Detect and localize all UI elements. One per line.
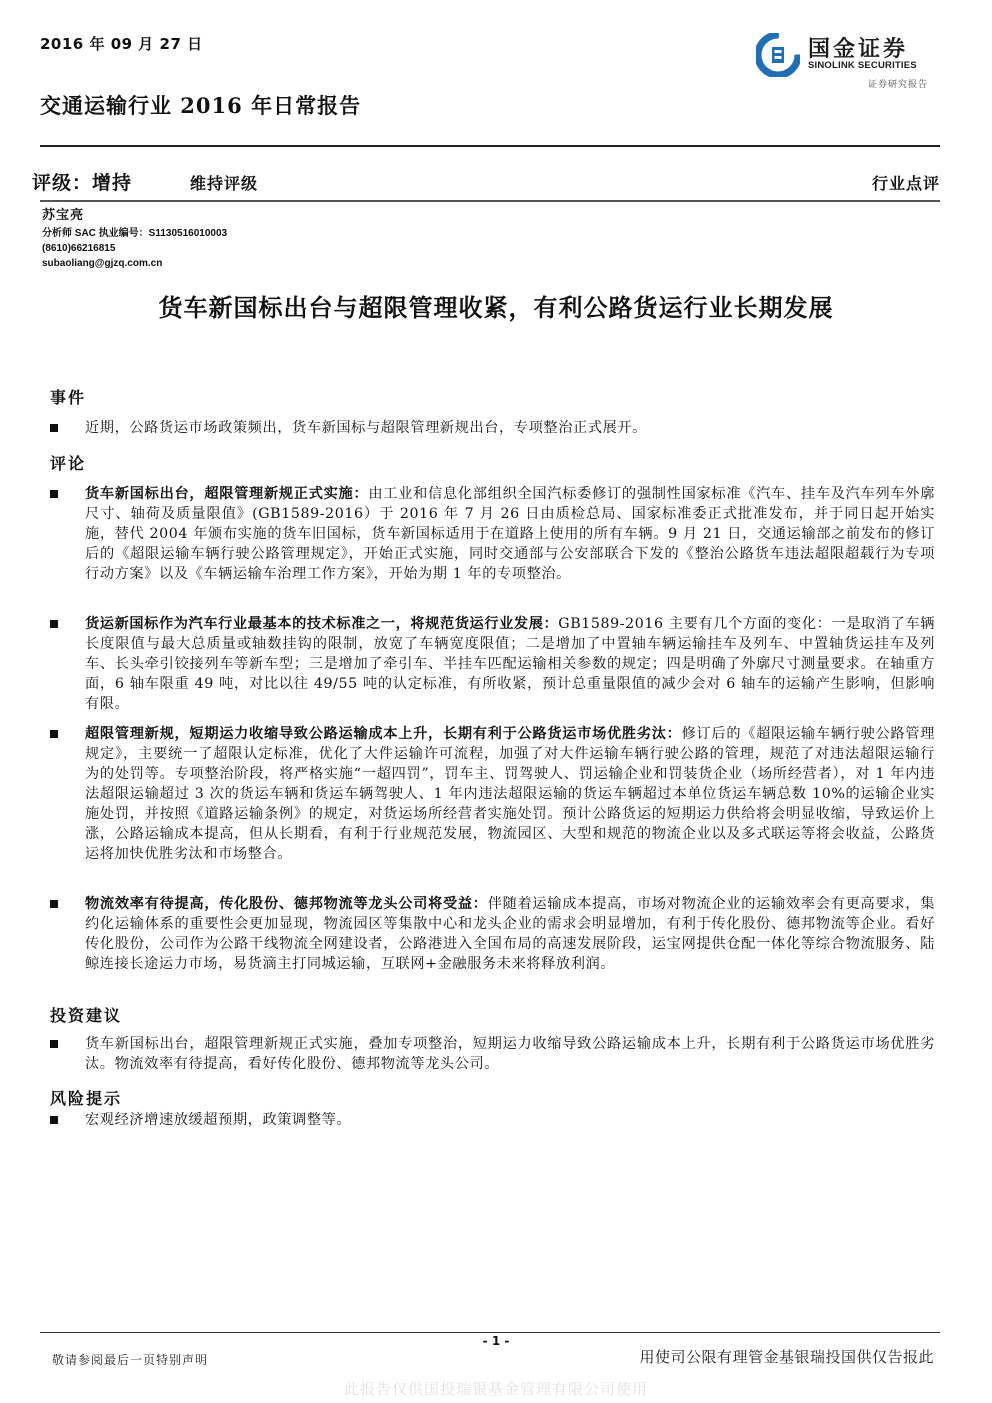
analyst-name: 苏宝亮 [42, 208, 85, 223]
analyst-info [42, 208, 227, 271]
report-title: 交通运输行业 2016 年日常报告 [40, 93, 362, 118]
comment-item-3: 超限管理新规，短期运力收缩导致公路运输成本上升，长期有利于公路货运市场优胜劣汰：修订后的《超限运输车辆行驶公路管理规定》，主要统一了超限认定标准，优化了大件运输许可流程，加强了对大件运输车辆行驶公路的管理，规范了对违法超限运输行为的处罚等。专项整治阶段，将严格实施“一超四罚”，罚车主、罚驾驶人、罚运输企业和罚装货企业（场所经营者），对 1 年内违法超限运输超过 3 次的货运车辆和货运车辆驾驶人、1 年内违法超限运输的货运车辆超过本单位货运车辆总数 10%的运输企业实施处罚，并按照《道路运输条例》的规定，对货运场所经营者实施处罚。预计公路货运的短期运力供给将会明显收缩，导致运价上涨，公路运输成本提高，但从长期看，有利于行业规范发展，物流园区、大型和规范的物流企业以及多式联运等将会收益，公路货运将加快优胜劣汰和市场整合。 [50, 724, 935, 864]
section-heading-risk: 风险提示 [50, 1089, 123, 1108]
analyst-email[interactable]: subaoliang@gjzq.com.cn [42, 258, 163, 269]
rating-maintain: 维持评级 [190, 174, 259, 193]
watermark: 此报告仅供国投瑞银基金管理有限公司使用 [343, 1380, 648, 1398]
section-heading-advice: 投资建议 [50, 1006, 123, 1025]
analyst-phone: (8610)66216815 [42, 243, 116, 254]
sinolink-logo-icon [756, 33, 800, 77]
comment-item-1: 货车新国标出台，超限管理新规正式实施：由工业和信息化部组织全国汽标委修订的强制性国家标准《汽车、挂车及汽车列车外廓尺寸、轴荷及质量限值》(GB1589-2016）于 2016 年 7 月 26 日由质检总局、国家标准委正式批准发布，并于同日起开始实施，替代 2004 年颁布实施的货车旧国标，货车新国标适用于在道路上使用的所有车辆。9 月 21 日，交通运输部之前发布的修订后的《超限运输车辆行驶公路管理规定》，开始正式实施，同时交通部与公安部联合下发的《整治公路货车违法超限超载行为专项行动方案》以及《车辆运输车治理工作方案》，开始为期 1 年的专项整治。 [50, 484, 935, 584]
rating-bar [32, 164, 940, 198]
logo-subtitle: 证券研究报告 [868, 80, 929, 90]
bullet-icon [50, 490, 58, 498]
event-item: 近期，公路货运市场政策频出，货车新国标与超限管理新规出台，专项整治正式展开。 [50, 418, 935, 438]
comment-item-4: 物流效率有待提高，传化股份、德邦物流等龙头公司将受益：伴随着运输成本提高，市场对物流企业的运输效率会有更高要求，集约化运输体系的重要性会更加显现，物流园区等集散中心和龙头企业的需求会明显增加，有利于传化股份、德邦物流等企业。看好传化股份，公司作为公路干线物流全网建设者，公路港进入全国布局的高速发展阶段，运宝网提供仓配一体化等综合物流服务、陆鲸连接长途运力市场，易货滴主打同城运输，互联网+金融服务未来将释放利润。 [50, 894, 935, 974]
analyst-license: 分析师 SAC 执业编号：S1130516010003 [42, 228, 228, 239]
bullet-icon [50, 900, 58, 908]
logo-en-name: SINOLINK SECURITIES [808, 60, 917, 71]
footer-divider [40, 1332, 940, 1333]
report-category: 行业点评 [871, 174, 940, 193]
page-number: - 1 - [482, 1334, 510, 1348]
rating-label: 评级：增持 [32, 172, 133, 194]
footer-disclaimer: 敬请参阅最后一页特别声明 [52, 1353, 209, 1367]
risk-item: 宏观经济增速放缓超预期，政策调整等。 [50, 1110, 935, 1130]
section-heading-event: 事件 [50, 388, 87, 407]
header-divider [40, 145, 940, 147]
bullet-icon [50, 1040, 58, 1048]
rating-divider [40, 200, 940, 202]
bullet-icon [50, 1116, 58, 1124]
report-date: 2016 年 09 月 27 日 [40, 35, 203, 53]
logo-cn-name: 国金证券 [808, 37, 909, 62]
footer-usage-note: 用使司公限有理管金基银瑞投国供仅告报此 [639, 1348, 934, 1366]
comment-item-2: 货运新国标作为汽车行业最基本的技术标准之一，将规范货运行业发展：GB1589-2016 主要有几个方面的变化：一是取消了车辆长度限值与最大总质量或轴数挂钩的限制，放宽了车辆宽度限值；二是增加了中置轴车辆运输挂车及列车、中置轴货运挂车及列车、长头牵引铰接列车等新车型；三是增加了牵引车、半挂车匹配运输相关参数的规定；四是明确了外廓尺寸测量要求。在轴重方面，6 轴车限重 49 吨，对比以往 49/55 吨的认定标准，有所收紧，预计总重量限值的减少会对 6 轴车的运输产生影响，但影响有限。 [50, 614, 935, 714]
bullet-icon [50, 620, 58, 628]
company-logo [756, 30, 946, 92]
headline: 货车新国标出台与超限管理收紧，有利公路货运行业长期发展 [158, 293, 834, 322]
section-heading-comment: 评论 [50, 454, 87, 473]
bullet-icon [50, 424, 58, 432]
bullet-icon [50, 730, 58, 738]
advice-item: 货车新国标出台，超限管理新规正式实施，叠加专项整治，短期运力收缩导致公路运输成本上升，长期有利于公路货运市场优胜劣汰。物流效率有待提高，看好传化股份、德邦物流等龙头公司。 [50, 1034, 935, 1074]
